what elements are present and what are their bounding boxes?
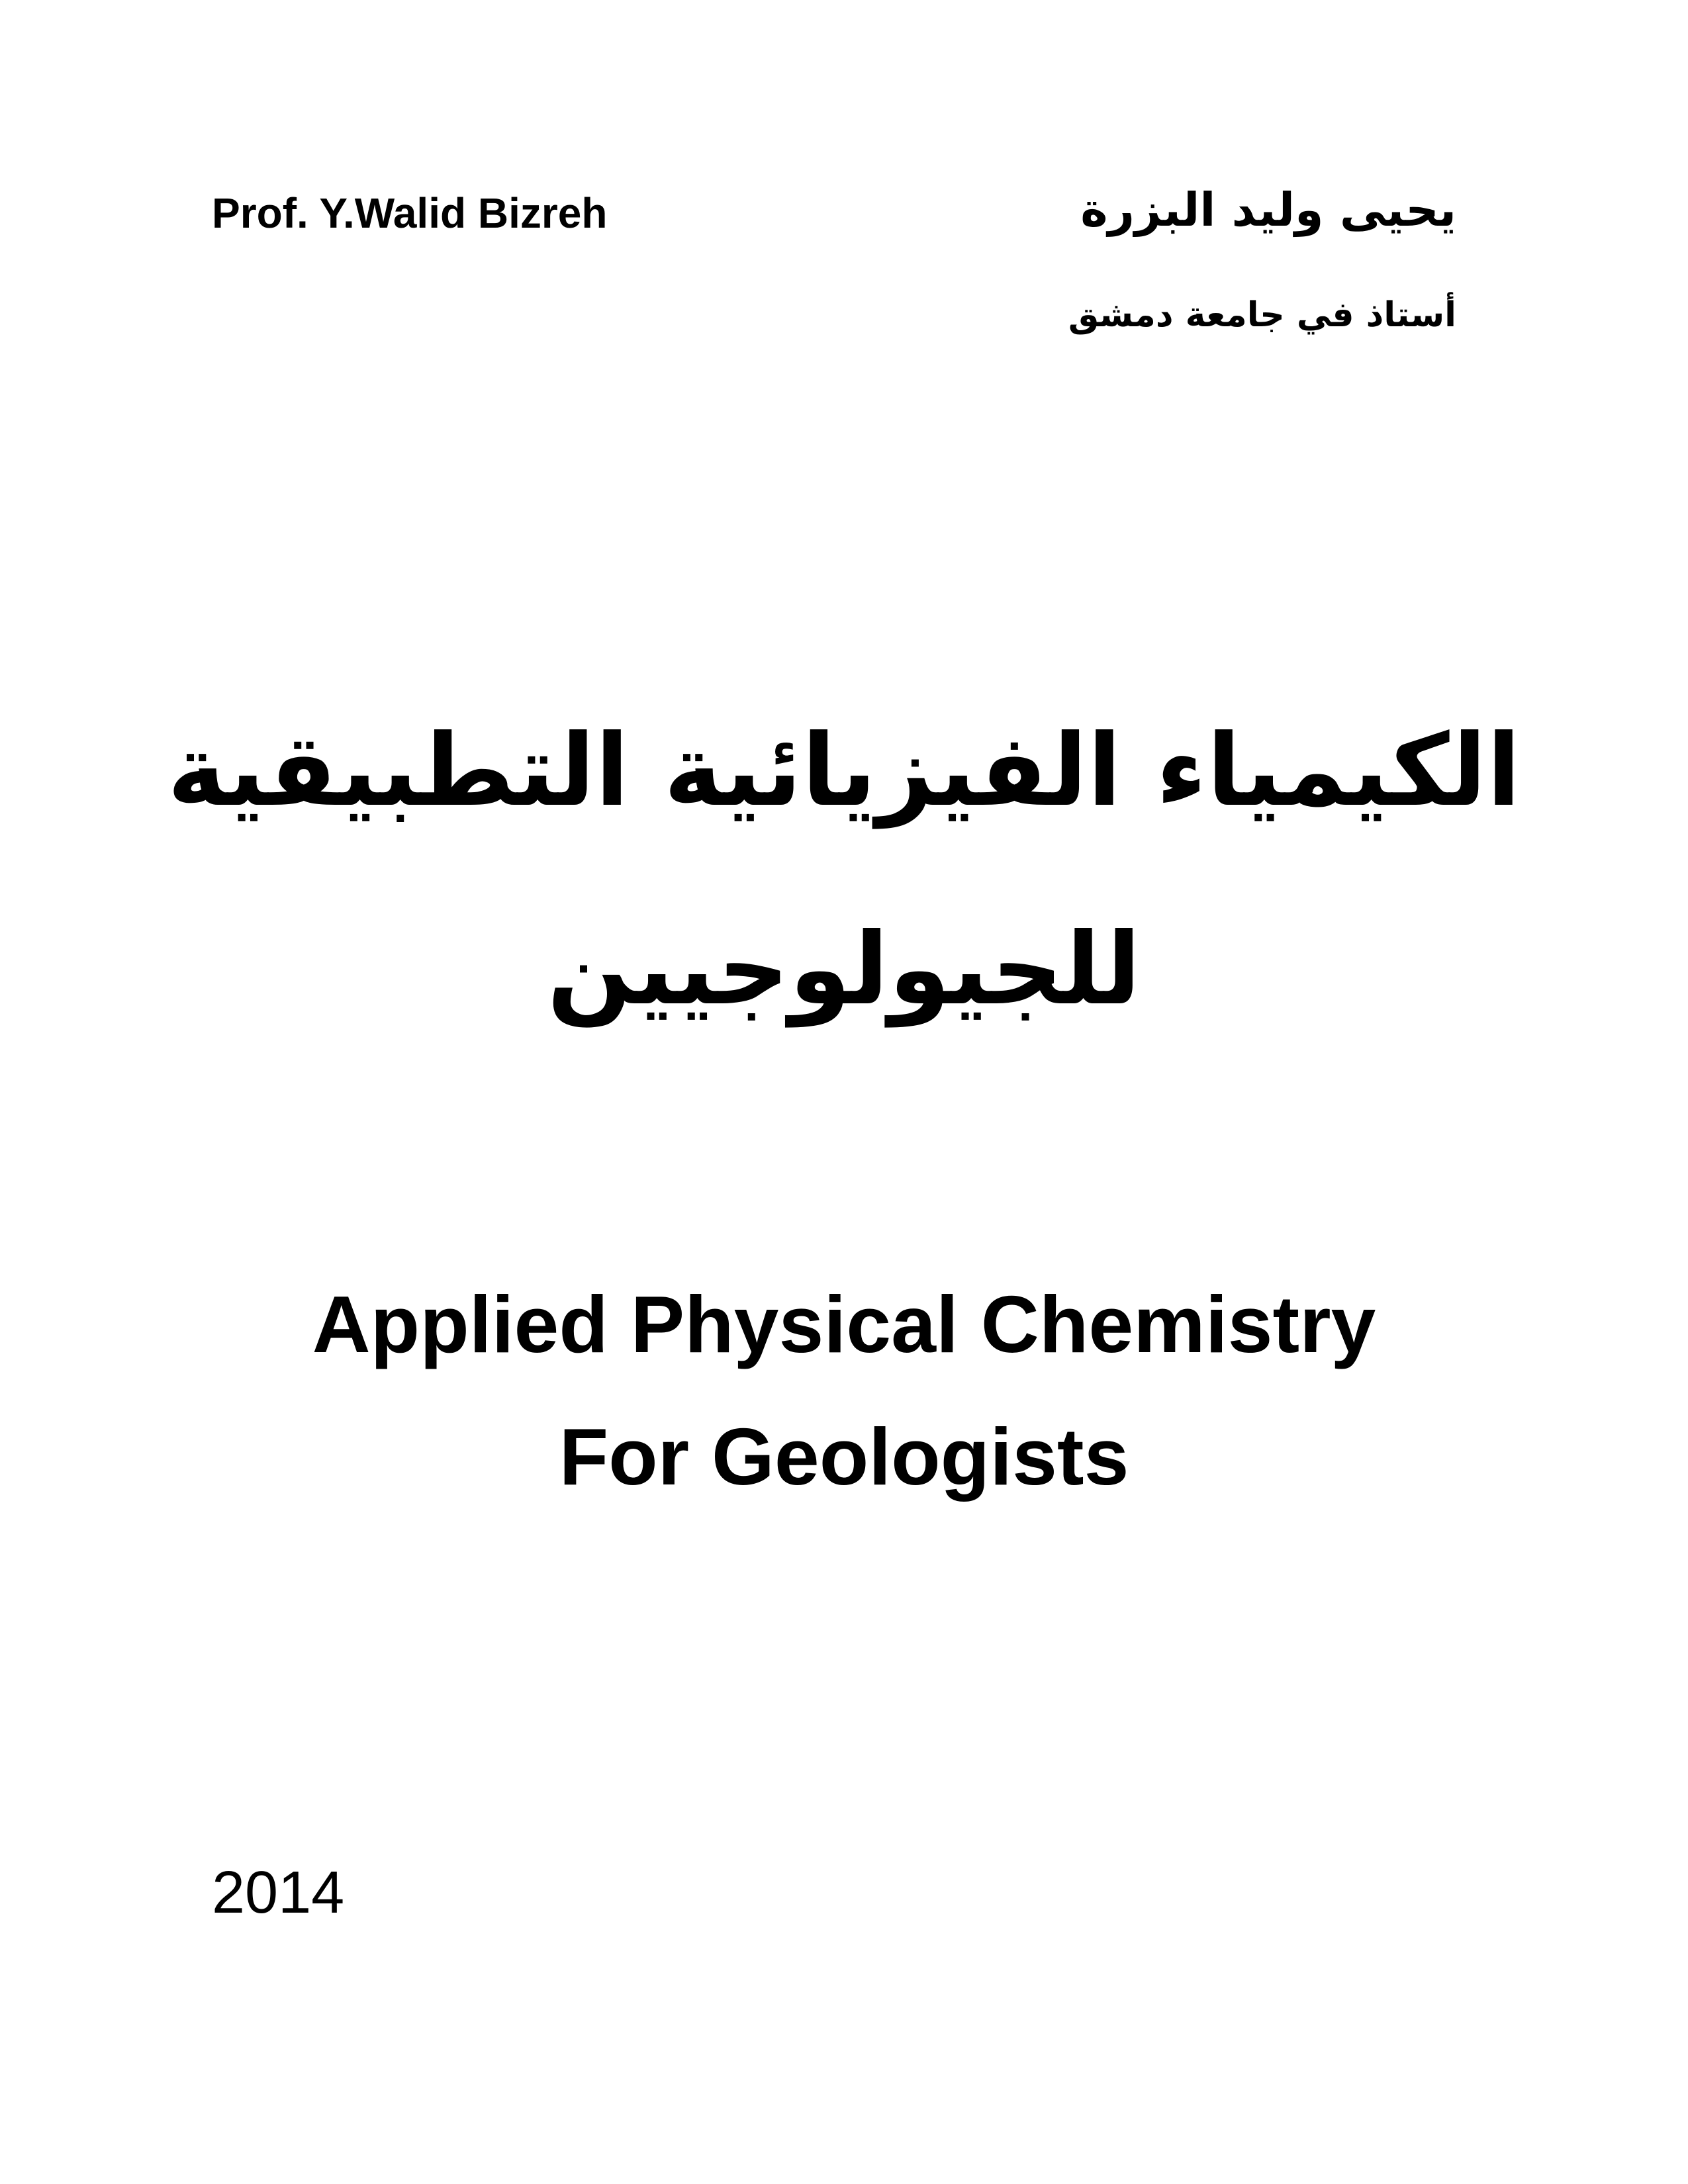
publication-year: 2014: [212, 1860, 345, 1926]
title-arabic-line-2: للجيولوجيين: [547, 912, 1141, 1027]
author-name-arabic: يحيى وليد البزرة: [1080, 183, 1456, 237]
author-affiliation-arabic: أستاذ في جامعة دمشق: [1068, 295, 1456, 335]
title-arabic-line-1: الكيمياء الفيزيائية التطبيقية: [167, 713, 1521, 829]
author-name-english: Prof. Y.Walid Bizreh: [212, 189, 608, 237]
title-english-line-1: Applied Physical Chemistry: [312, 1279, 1376, 1369]
title-english-line-2: For Geologists: [559, 1412, 1129, 1502]
